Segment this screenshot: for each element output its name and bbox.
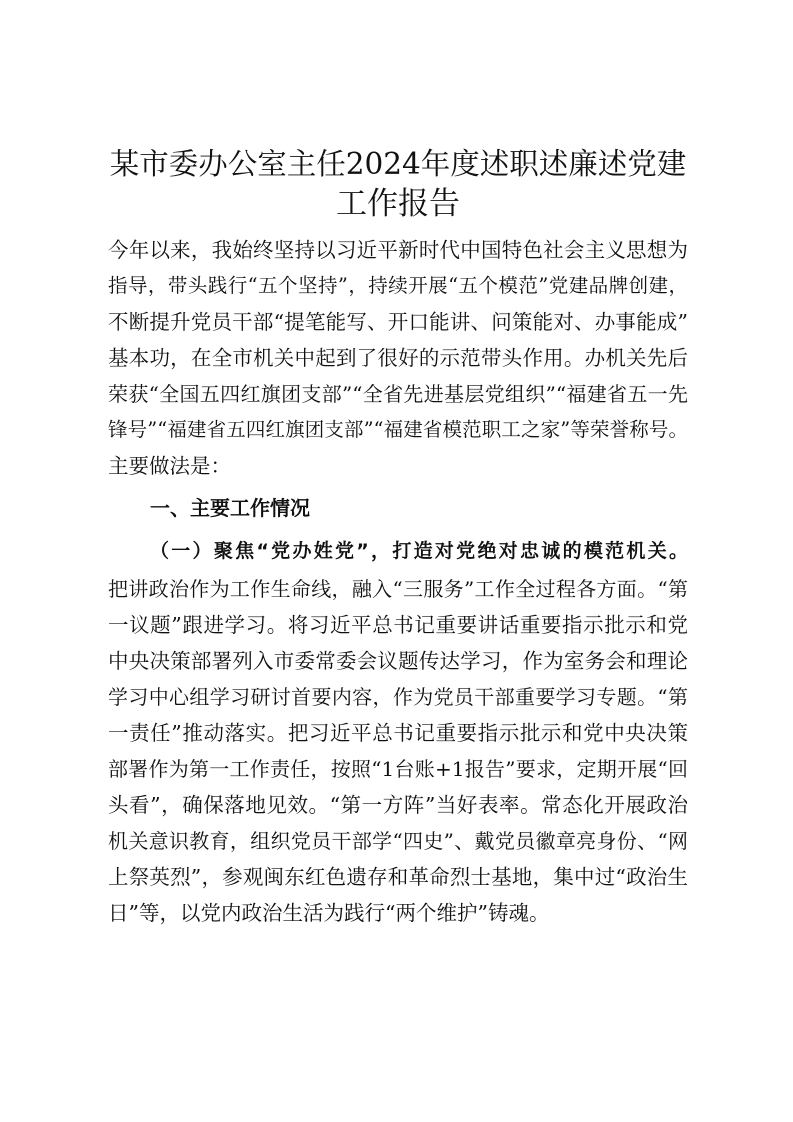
body-line-6: 部署作为第一工作责任，按照“1台账+1报告”要求，定期开展“回 (108, 757, 688, 781)
intro-line-1: 今年以来，我始终坚持以习近平新时代中国特色社会主义思想为 (108, 238, 688, 262)
section-heading: 一、主要工作情况 (150, 496, 310, 520)
body-line-7: 头看”，确保落地见效。“第一方阵”当好表率。常态化开展政治 (108, 793, 688, 817)
title-line-2: 工作报告 (336, 186, 460, 222)
intro-line-3: 不断提升党员干部“提笔能写、开口能讲、问策能对、办事能成” (108, 310, 688, 334)
subsection-heading: （一）聚焦“党办姓党”，打造对党绝对忠诚的模范机关。 (150, 540, 688, 562)
body-line-4: 学习中心组学习研讨首要内容，作为党员干部重要学习专题。“第 (108, 685, 688, 709)
title-line-1: 某市委办公室主任2024年度述职述廉述党建 (109, 147, 687, 181)
body-line-2: 一议题”跟进学习。将习近平总书记重要讲话重要指示批示和党 (108, 613, 688, 637)
intro-line-4: 基本功，在全市机关中起到了很好的示范带头作用。办机关先后 (108, 346, 688, 370)
body-line-10: 日”等，以党内政治生活为践行“两个维护”铸魂。 (108, 901, 550, 925)
body-line-9: 上祭英烈”，参观闽东红色遗存和革命烈士基地，集中过“政治生 (108, 865, 688, 889)
intro-line-5: 荣获“全国五四红旗团支部”“全省先进基层党组织”“福建省五一先 (108, 382, 688, 406)
body-line-1: 把讲政治作为工作生命线，融入“三服务”工作全过程各方面。“第 (108, 577, 688, 601)
body-line-8: 机关意识教育，组织党员干部学“四史”、戴党员徽章亮身份、“网 (108, 829, 688, 853)
body-line-5: 一责任”推动落实。把习近平总书记重要指示批示和党中央决策 (108, 721, 688, 745)
document-title (108, 144, 688, 224)
body-line-3: 中央决策部署列入市委常委会议题传达学习，作为室务会和理论 (108, 649, 688, 673)
intro-line-2: 指导，带头践行“五个坚持”，持续开展“五个模范”党建品牌创建， (108, 274, 688, 297)
intro-line-7: 主要做法是： (108, 454, 231, 478)
intro-line-6: 锋号”“福建省五四红旗团支部”“福建省模范职工之家”等荣誉称号。 (108, 418, 688, 441)
